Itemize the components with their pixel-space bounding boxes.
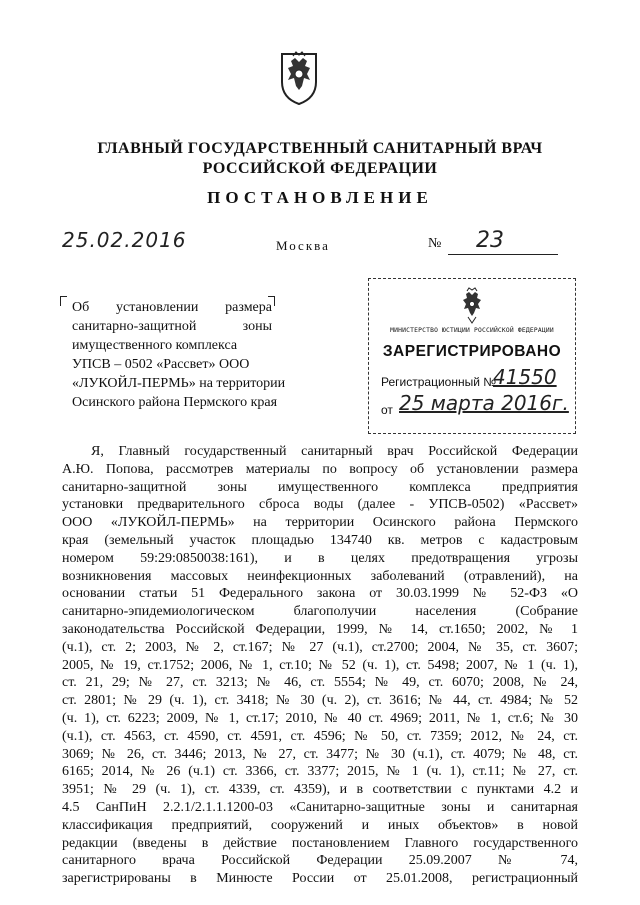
body-line: санитарно-защитной зоны имущественного комплекса предприятия: [62, 479, 578, 495]
body-line: классификация предприятий, сооружений и иных объектов» в новой: [62, 817, 578, 833]
registration-stamp: [368, 278, 576, 434]
body-line: (ч.1), ст. 4563, ст. 4590, ст. 4591, ст. 4596; № 50, ст. 7359; 2012, № 24, ст.: [62, 728, 578, 744]
stamp-date-prefix: от: [381, 403, 393, 417]
document-type-heading: ПОСТАНОВЛЕНИЕ: [207, 188, 433, 207]
body-line: 3069; № 26, ст. 3446; 2013, № 27, ст. 3477; № 30 (ч.1), ст. 4079; № 48, ст.: [62, 746, 578, 762]
subject-line: санитарно-защитной зоны: [72, 319, 272, 334]
body-line: А.Ю. Попова, рассмотрев материалы по вопросу об установлении размера: [62, 461, 578, 477]
stamp-ministry-name: МИНИСТЕРСТВО ЮСТИЦИИ РОССИЙСКОЙ ФЕДЕРАЦИИ: [390, 327, 554, 334]
body-line: (ч. 1), ст. 6223; 2009, № 1, ст.17; 2010, № 40 ст. 4969; 2011, № 1, ст.6; № 30: [62, 710, 578, 726]
body-line: возникновения массовых неинфекционных заболеваний (отравлений), на: [62, 568, 578, 584]
subject-line: имущественного комплекса: [72, 338, 238, 353]
subject-line: Об установлении размера: [72, 300, 272, 315]
document-city: Москва: [276, 238, 330, 253]
coat-of-arms-emblem: [276, 48, 322, 106]
body-line: законодательства Российской Федерации, 1999, № 14, ст.1650; 2002, № 1: [62, 621, 578, 637]
body-line: номером 59:29:0850038:161), и в целях предотвращения угрозы: [62, 550, 578, 566]
body-line: Я, Главный государственный санитарный врач Российской Федерации: [91, 444, 578, 459]
body-line: основании статьи 51 Федерального закона от 30.03.1999 № 52-ФЗ «О: [62, 586, 578, 602]
body-line: санитарного врача Российской Федерации 25.09.2007 № 74,: [62, 853, 578, 869]
stamp-date: 25 марта 2016г.: [399, 391, 569, 415]
body-line: ст. 21, 29; № 27, ст. 3213; № 46, ст. 5554; № 49, ст. 6070; 2008, № 24,: [62, 675, 578, 691]
body-line: 3951; № 29 (ч. 1), ст. 4339, ст. 4359), и в соответствии с пунктами 4.2 и: [62, 782, 578, 798]
document-date: 25.02.2016: [62, 228, 187, 252]
body-line: края (земельный участок площадью 134740 кв. метров с кадастровым: [62, 532, 578, 548]
subject-line: Осинского района Пермского края: [72, 395, 278, 410]
subject-line: УПСВ – 0502 «Рассвет» ООО: [72, 357, 250, 372]
body-line: санитарно-эпидемиологическом благополучии населения (Собрание: [62, 604, 578, 620]
document-body: [62, 443, 578, 888]
body-line: зарегистрированы в Минюсте России от 25.01.2008, регистрационный: [62, 871, 578, 887]
issuer-title-line1: ГЛАВНЫЙ ГОСУДАРСТВЕННЫЙ САНИТАРНЫЙ ВРАЧ: [97, 140, 543, 157]
issuer-title-line2: РОССИЙСКОЙ ФЕДЕРАЦИИ: [202, 160, 438, 177]
body-line: редакции (введены в действие постановлением Главного государственного: [62, 835, 578, 851]
stamp-reg-number: 41550: [493, 365, 557, 389]
document-number-underline: [448, 254, 558, 255]
body-line: (ч.1), ст. 2; 2003, № 2, ст.167; № 27 (ч.1), ст.2700; 2004, № 35, ст. 3607;: [62, 639, 578, 655]
document-subject: [72, 298, 286, 412]
body-line: ст. 2801; № 29 (ч. 1), ст. 3418; № 30 (ч. 2), ст. 3616; № 44, ст. 4984; № 52: [62, 693, 578, 709]
subject-line: «ЛУКОЙЛ-ПЕРМЬ» на территории: [72, 376, 286, 391]
body-line: ООО «ЛУКОЙЛ-ПЕРМЬ» на территории Осинского района Пермского: [62, 515, 578, 531]
stamp-reg-number-label: Регистрационный №: [381, 375, 497, 389]
body-line: 4.5 СанПиН 2.2.1/2.1.1.1200-03 «Санитарно-защитные зоны и санитарная: [62, 799, 578, 815]
stamp-registered-label: ЗАРЕГИСТРИРОВАНО: [382, 343, 562, 360]
document-number-label: №: [428, 236, 442, 251]
body-line: 2005, № 19, ст.1752; 2006, № 1, ст.10; № 52 (ч. 1), ст. 5498; 2007, № 1 (ч. 1),: [62, 657, 578, 673]
subject-bracket-left: [60, 296, 67, 306]
body-line: установки предварительного сброса воды (далее - УПСВ-0502) «Рассвет»: [62, 497, 578, 513]
body-line: 6165; 2014, № 26 (ч.1) ст. 3366, ст. 3377; 2015, № 1 (ч. 1), ст.11; № 27, ст.: [62, 764, 578, 780]
document-number: 23: [476, 228, 504, 253]
stamp-emblem-icon: [457, 287, 487, 325]
